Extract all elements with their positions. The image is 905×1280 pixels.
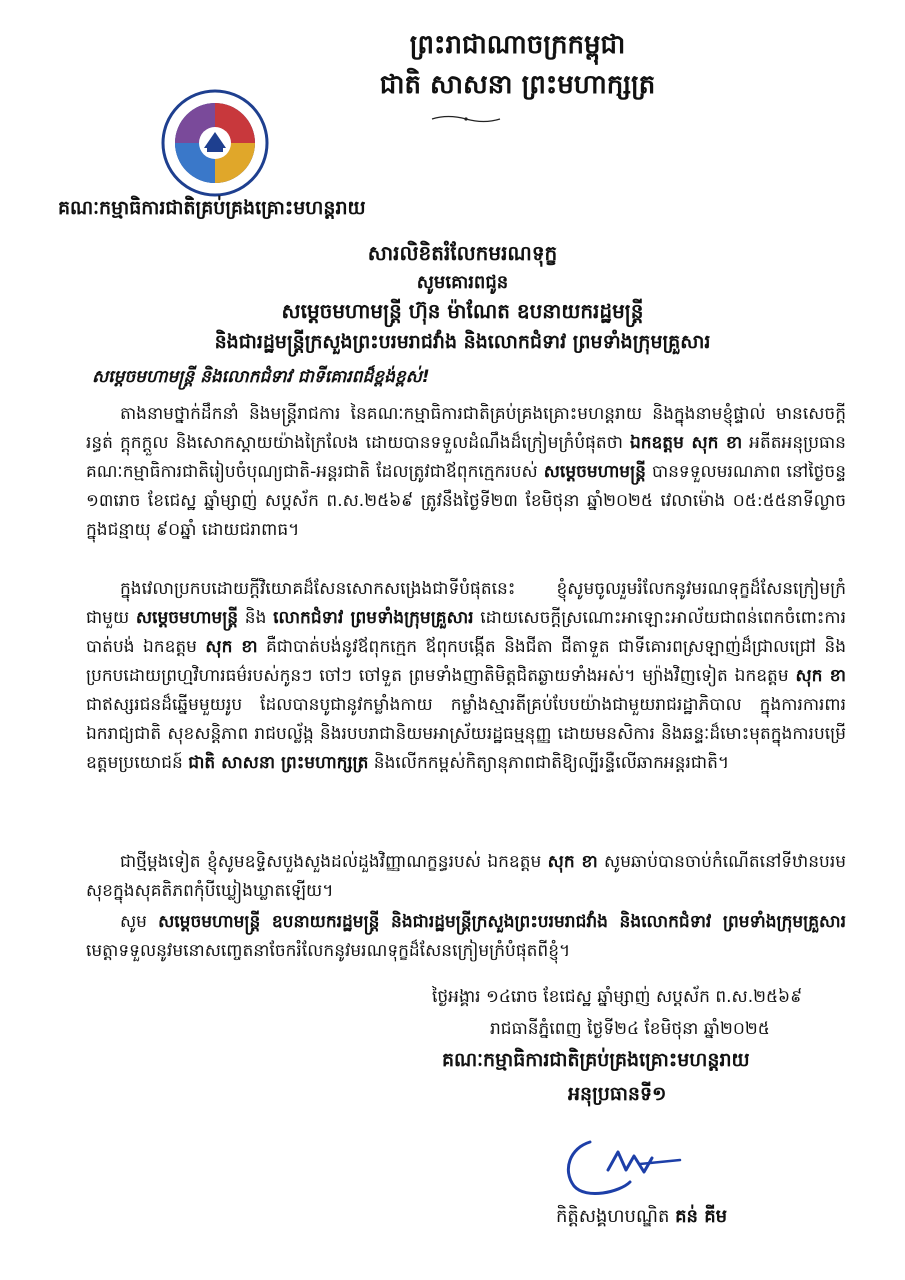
document-title: សារលិខិតរំលែកមរណទុក្ខ [367, 241, 558, 265]
addressee-line-1: សម្តេចមហាមន្ត្រី ហ៊ុន ម៉ាណែត ឧបនាយករដ្ឋមន្ត្រី [281, 299, 644, 323]
paragraph-4: សូម សម្តេចមហាមន្ត្រី ឧបនាយករដ្ឋមន្ត្រី និងជារដ្ឋមន្ត្រីក្រសួងព្រះបរមរាជវាំង និងលោកជំទាវ ព្រមទាំងក្រុមគ្រួសារ មេត្តាទទួលនូវមនោសញ្ចេតនាចែករំលែកនូវមរណទុក្ខដ៏សែនក្រៀមក្រំបំផុតពីខ្ញុំ។ [86, 912, 846, 961]
respectfully-to: សូមគោរពជូន [416, 272, 509, 293]
paragraph-2: ក្នុងវេលាប្រកបដោយក្តីវិយោគដ៏សែនសោកសង្រេងជាទីបំផុតនេះ ខ្ញុំសូមចូលរួមរំលែកនូវមរណទុក្ខដ៏សែនក្រៀមក្រំជាមួយ សម្តេចមហាមន្ត្រី និង លោកជំទាវ ព្រមទាំងក្រុមគ្រួសារ ដោយសេចក្តីស្រណោះអាឡោះអាល័យជាពន់ពេកចំពោះការបាត់បង់ ឯកឧត្តម សុក ខា គឺជាបាត់បង់នូវឪពុកក្មេក ឪពុកបង្កើត និងជីតា ជីតាទួត ជាទីគោរពស្រឡាញ់ដ៏ជ្រាលជ្រៅ និងប្រកបដោយព្រហ្មវិហារធម៌របស់កូនៗ ចៅៗ ចៅទួត ព្រមទាំងញាតិមិត្តជិតឆ្ងាយទាំងអស់។ ម្យ៉ាងវិញទៀត ឯកឧត្តម សុក ខា ជាឥស្សរជនដ៏ឆ្នើមមួយរូប ដែលបានបូជានូវកម្លាំងកាយ កម្លាំងស្មារតីគ្រប់បែបយ៉ាងជាមួយរាជរដ្ឋាភិបាល ក្នុងការការពារឯករាជ្យជាតិ សុខសន្តិភាព រាជបល្ល័ង្ក និងរបបរាជានិយមអាស្រ័យរដ្ឋធម្មនុញ្ញ ដោយមនសិការ និងឆន្ទៈដ៏មោះមុតក្នុងការបម្រើឧត្តមប្រយោជន៍ ជាតិ សាសនា ព្រះមហាក្សត្រ និងលើកកម្ពស់កិត្យានុភាពជាតិឱ្យល្បីរន្ទឺលើឆាកអន្តរជាតិ។ [86, 579, 846, 773]
ncdm-logo-icon [160, 88, 270, 198]
signer-role: អនុប្រធានទី១ [568, 1083, 667, 1105]
handwritten-signature-icon [560, 1130, 710, 1200]
salutation: សម្តេចមហាមន្ត្រី និងលោកជំទាវ ជាទីគោរពដ៏ខ្ពង់ខ្ពស់! [92, 367, 430, 387]
paragraph-3: ជាថ្មីម្តងទៀត ខ្ញុំសូមឧទ្ទិសបួងសួងដល់ដួងវិញ្ញាណក្ខន្ធរបស់ ឯកឧត្តម សុក ខា សូមឆាប់បានចាប់កំណើតនៅទីឋានបរមសុខក្នុងសុគតិភពកុំបីឃ្លៀងឃ្លាតឡើយ។ [86, 852, 847, 901]
paragraph-1: តាងនាមថ្នាក់ដឹកនាំ និងមន្ត្រីរាជការ នៃគណៈកម្មាធិការជាតិគ្រប់គ្រងគ្រោះមហន្តរាយ និងក្នុងនាមខ្ញុំផ្ទាល់ មានសេចក្តីរន្ធត់ ក្តុកក្តួល និងសោកស្តាយយ៉ាងក្រៃលែង ដោយបានទទួលដំណឹងដ៏ក្រៀមក្រំបំផុតថា ឯកឧត្តម សុក ខា អតីតអនុប្រធានគណៈកម្មាធិការជាតិរៀបចំបុណ្យជាតិ-អន្តរជាតិ ដែលត្រូវជាឪពុកក្មេករបស់ សម្តេចមហាមន្ត្រី បានទទួលមរណភាព នៅថ្ងៃចន្ទ ១៣រោច ខែជេស្ឋ ឆ្នាំម្សាញ់ សប្តស័ក ព.ស.២៥៦៩ ត្រូវនឹងថ្ងៃទី២៣ ខែមិថុនា ឆ្នាំ២០២៥ វេលាម៉ោង ០៥:៥៥នាទីល្ងាច ក្នុងជន្មាយុ ៩០ឆ្នាំ ដោយជរាពាធ។ [86, 404, 846, 540]
solar-date: រាជធានីភ្នំពេញ ថ្ងៃទី២៤ ខែមិថុនា ឆ្នាំ២០២៥ [490, 1019, 770, 1039]
signer-name: កិត្តិសង្គហបណ្ឌិត គន់ គីម [556, 1206, 728, 1227]
addressee-line-2: និងជារដ្ឋមន្ត្រីក្រសួងព្រះបរមរាជវាំង និងលោកជំទាវ ព្រមទាំងក្រុមគ្រួសារ [214, 331, 711, 353]
national-motto: ជាតិ សាសនា ព្រះមហាក្សត្រ [379, 70, 656, 100]
kingdom-heading: ព្រះរាជាណាចក្រកម្ពុជា [409, 30, 626, 60]
issuing-organization: គណៈកម្មាធិការជាតិគ្រប់គ្រងគ្រោះមហន្តរាយ [58, 197, 366, 219]
lunar-date: ថ្ងៃអង្គារ ១៤រោច ខែជេស្ឋ ឆ្នាំម្សាញ់ សប្តស័ក ព.ស.២៥៦៩ [432, 987, 803, 1007]
signing-organization: គណៈកម្មាធិការជាតិគ្រប់គ្រងគ្រោះមហន្តរាយ [442, 1049, 750, 1071]
divider-flourish-icon [430, 112, 502, 126]
